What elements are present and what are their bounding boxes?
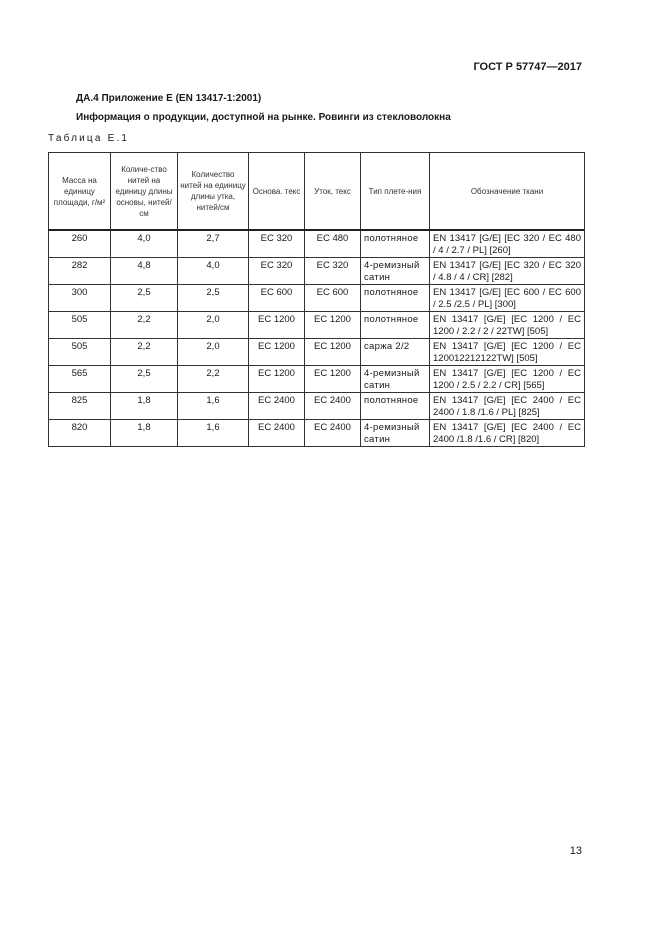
- cell-designation: EN 13417 [G/E] [ЕС 2400 / ЕС 2400 /1.8 /1.6 / CR] [820]: [430, 420, 585, 447]
- cell-designation: EN 13417 [G/E] [ЕС 1200 / ЕС 1200 / 2.2 / 2 / 22TW] [505]: [430, 312, 585, 339]
- cell-mass: 565: [49, 366, 111, 393]
- cell-warp-tex: ЕС 2400: [249, 420, 305, 447]
- cell-weft-count: 2,0: [178, 312, 249, 339]
- cell-weft-tex: ЕС 1200: [305, 366, 361, 393]
- table-row: [49, 420, 585, 447]
- cell-weft-tex: ЕС 480: [305, 230, 361, 258]
- cell-weft-tex: ЕС 600: [305, 285, 361, 312]
- cell-warp-tex: ЕС 2400: [249, 393, 305, 420]
- column-header: Количество нитей на единицу длины утка, нитей/см: [178, 153, 249, 231]
- section-heading: ДА.4 Приложение Е (EN 13417-1:2001): [76, 93, 262, 104]
- data-table: [48, 152, 585, 447]
- cell-weft-tex: ЕС 320: [305, 258, 361, 285]
- cell-weft-tex: ЕС 1200: [305, 339, 361, 366]
- cell-mass: 282: [49, 258, 111, 285]
- column-header: Тип плете-ния: [361, 153, 430, 231]
- cell-weft-count: 4,0: [178, 258, 249, 285]
- cell-designation: EN 13417 [G/E] [ЕС 2400 / ЕС 2400 / 1.8 /1.6 / PL] [825]: [430, 393, 585, 420]
- table-row: [49, 393, 585, 420]
- cell-warp-tex: ЕС 1200: [249, 339, 305, 366]
- table-row: [49, 285, 585, 312]
- cell-warp-count: 4,8: [111, 258, 178, 285]
- cell-weft-tex: ЕС 2400: [305, 393, 361, 420]
- cell-weft-count: 2,7: [178, 230, 249, 258]
- cell-designation: EN 13417 [G/E] [ЕС 320 / ЕС 320 / 4.8 / 4 / CR] [282]: [430, 258, 585, 285]
- cell-warp-count: 1,8: [111, 420, 178, 447]
- page-number: 13: [569, 845, 582, 857]
- table-row: [49, 366, 585, 393]
- cell-weave: 4-ремизный сатин: [361, 258, 430, 285]
- cell-weft-count: 2,5: [178, 285, 249, 312]
- cell-weave: 4-ремизный сатин: [361, 420, 430, 447]
- info-line: Информация о продукции, доступной на рынке. Ровинги из стекловолокна: [76, 112, 451, 123]
- cell-weave: 4-ремизный сатин: [361, 366, 430, 393]
- cell-mass: 300: [49, 285, 111, 312]
- table-caption: Таблица Е.1: [48, 133, 130, 144]
- column-header: Количе-ство нитей на единицу длины основы, нитей/см: [111, 153, 178, 231]
- cell-warp-count: 2,5: [111, 366, 178, 393]
- column-header: Уток, текс: [305, 153, 361, 231]
- cell-warp-tex: ЕС 600: [249, 285, 305, 312]
- cell-warp-tex: ЕС 1200: [249, 366, 305, 393]
- cell-designation: EN 13417 [G/E] [ЕС 320 / ЕС 480 / 4 / 2.7 / PL] [260]: [430, 230, 585, 258]
- column-header: Основа. текс: [249, 153, 305, 231]
- cell-weave: полотняное: [361, 393, 430, 420]
- cell-weft-count: 1,6: [178, 393, 249, 420]
- cell-weft-tex: ЕС 1200: [305, 312, 361, 339]
- cell-designation: EN 13417 [G/E] [ЕС 1200 / ЕС 1200 / 2.5 / 2.2 / CR] [565]: [430, 366, 585, 393]
- table-row: [49, 312, 585, 339]
- column-header: Обозначение ткани: [430, 153, 585, 231]
- table-row: [49, 230, 585, 258]
- cell-weave: полотняное: [361, 230, 430, 258]
- table-row: [49, 258, 585, 285]
- table-row: [49, 339, 585, 366]
- column-header: Масса на единицу площади, г/м²: [49, 153, 111, 231]
- table-header-row: [49, 153, 585, 231]
- cell-weave: саржа 2/2: [361, 339, 430, 366]
- cell-warp-tex: ЕС 320: [249, 230, 305, 258]
- cell-weft-tex: ЕС 2400: [305, 420, 361, 447]
- cell-weft-count: 1,6: [178, 420, 249, 447]
- cell-mass: 820: [49, 420, 111, 447]
- cell-mass: 505: [49, 339, 111, 366]
- cell-mass: 505: [49, 312, 111, 339]
- cell-designation: EN 13417 [G/E] [ЕС 600 / ЕС 600 / 2.5 /2.5 / PL] [300]: [430, 285, 585, 312]
- cell-weft-count: 2,0: [178, 339, 249, 366]
- cell-warp-count: 2,5: [111, 285, 178, 312]
- cell-warp-count: 2,2: [111, 339, 178, 366]
- cell-weave: полотняное: [361, 312, 430, 339]
- cell-warp-tex: ЕС 320: [249, 258, 305, 285]
- cell-warp-count: 1,8: [111, 393, 178, 420]
- cell-mass: 825: [49, 393, 111, 420]
- cell-warp-count: 2,2: [111, 312, 178, 339]
- cell-warp-tex: ЕС 1200: [249, 312, 305, 339]
- document-header-code: ГОСТ Р 57747—2017: [473, 61, 582, 73]
- cell-mass: 260: [49, 230, 111, 258]
- cell-designation: EN 13417 [G/E] [ЕС 1200 / ЕС 120012212122TW] [505]: [430, 339, 585, 366]
- cell-weft-count: 2,2: [178, 366, 249, 393]
- cell-warp-count: 4,0: [111, 230, 178, 258]
- cell-weave: полотняное: [361, 285, 430, 312]
